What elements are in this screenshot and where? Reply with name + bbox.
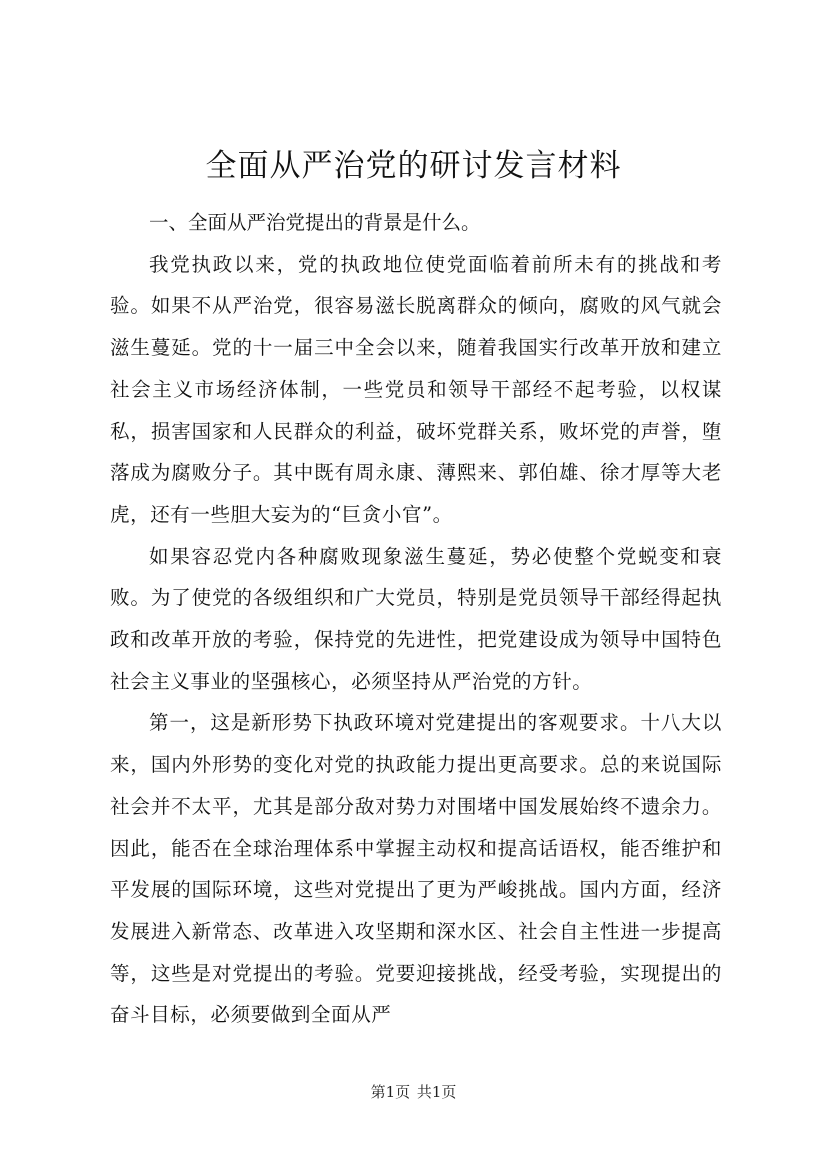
document-title: 全面从严治党的研讨发言材料	[205, 148, 622, 184]
section-heading: 一、全面从严治党提出的背景是什么。	[149, 211, 481, 234]
document-body	[110, 202, 722, 1036]
paragraph-2: 如果容忍党内各种腐败现象滋生蔓延，势必使整个党蜕变和衰败。为了使党的各级组织和广大党员，特别是党员领导干部经得起执政和改革开放的考验，保持党的先进性，把党建设成为领导中国特色社会主义事业的坚强核心，必须坚持从严治党的方针。	[110, 544, 722, 693]
paragraph-1: 我党执政以来，党的执政地位使党面临着前所未有的挑战和考验。如果不从严治党，很容易滋长脱离群众的倾向，腐败的风气就会滋生蔓延。党的十一届三中全会以来，随着我国实行改革开放和建立社会主义市场经济体制，一些党员和领导干部经不起考验，以权谋私，损害国家和人民群众的利益，破坏党群关系，败坏党的声誉，堕落成为腐败分子。其中既有周永康、薄熙来、郭伯雄、徐才厚等大老虎，还有一些胆大妄为的“巨贪小官”。	[110, 252, 722, 526]
page-number: 第1页	[370, 1083, 411, 1101]
page-total: 共1页	[416, 1083, 457, 1101]
paragraph-3: 第一，这是新形势下执政环境对党建提出的客观要求。十八大以来，国内外形势的变化对党的执政能力提出更高要求。总的来说国际社会并不太平，尤其是部分敌对势力对围堵中国发展始终不遗余力。因此，能否在全球治理体系中掌握主动权和提高话语权，能否维护和平发展的国际环境，这些对党提出了更为严峻挑战。国内方面，经济发展进入新常态、改革进入攻坚期和深水区、社会自主性进一步提高等，这些是对党提出的考验。党要迎接挑战，经受考验，实现提出的奋斗目标，必须要做到全面从严	[110, 711, 722, 1027]
page-footer	[0, 1082, 827, 1102]
